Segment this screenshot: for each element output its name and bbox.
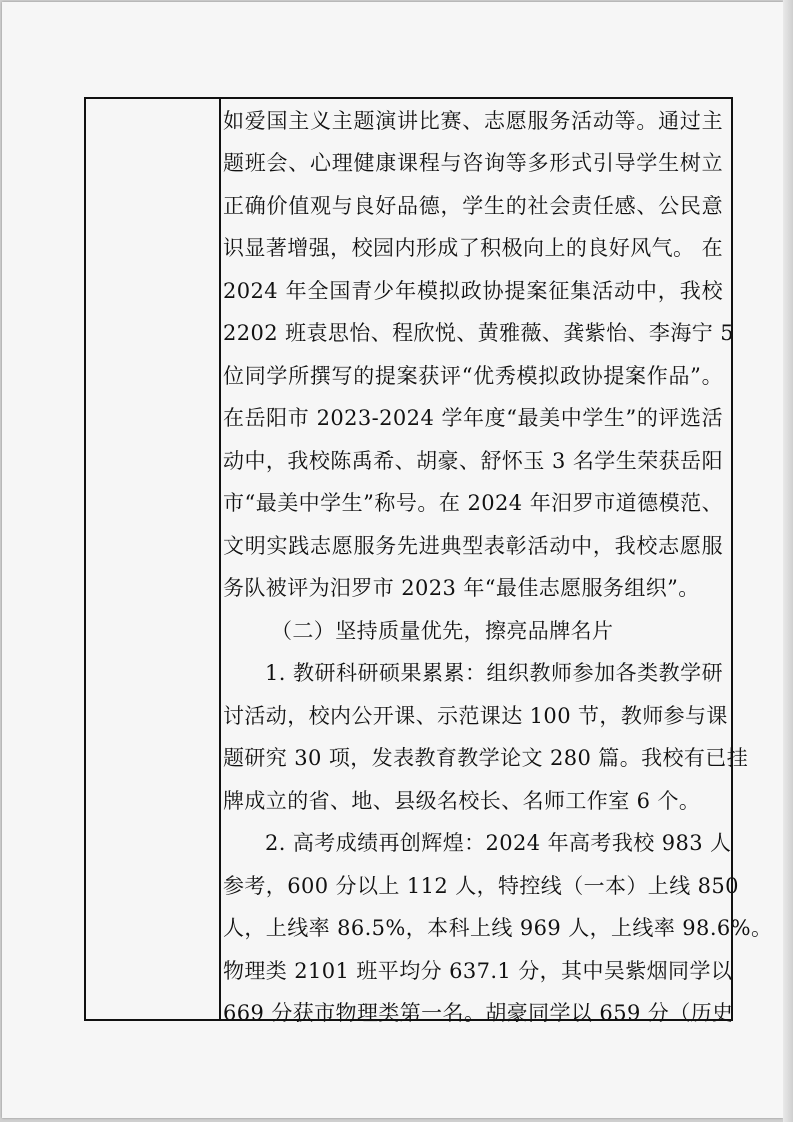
text-line: 牌成立的省、地、县级名校长、名师工作室 6 个。 [223,789,701,813]
table-column-divider [219,97,221,1021]
text-line: 务队被评为汨罗市 2023 年“最佳志愿服务组织”。 [223,576,700,600]
text-line: 在岳阳市 2023-2024 学年度“最美中学生”的评选活 [223,406,723,430]
text-line: 物理类 2101 班平均分 637.1 分，其中吴紫烟同学以 [223,959,733,983]
page-edge [783,0,793,1122]
text-line: 题研究 30 项，发表教育教学论文 280 篇。我校有已挂 [223,746,749,770]
text-line: 2024 年全国青少年模拟政协提案征集活动中，我校 [223,279,723,303]
text-line: 1. 教研科研硕果累累：组织教师参加各类教学研 [265,661,723,685]
text-line: 讨活动，校内公开课、示范课达 100 节，教师参与课 [223,704,728,728]
text-line: 题班会、心理健康课程与咨询等多形式引导学生树立 [223,151,723,175]
text-line: 位同学所撰写的提案获评“优秀模拟政协提案作品”。 [223,364,723,388]
text-line: 识显著增强，校园内形成了积极向上的良好风气。 在 [223,236,723,260]
text-line: 669 分获市物理类第一名。胡豪同学以 659 分（历史 [223,1001,734,1025]
text-line: 正确价值观与良好品德，学生的社会责任感、公民意 [223,194,723,218]
text-line: 人，上线率 86.5%，本科上线 969 人，上线率 98.6%。 [223,916,773,940]
text-line: 参考，600 分以上 112 人，特控线（一本）上线 850 [223,874,739,898]
text-line: 市“最美中学生”称号。在 2024 年汨罗市道德模范、 [223,491,723,515]
text-line: 2. 高考成绩再创辉煌：2024 年高考我校 983 人 [265,831,732,855]
section-heading: （二）坚持质量优先，擦亮品牌名片 [271,619,614,643]
text-line: 动中，我校陈禹希、胡豪、舒怀玉 3 名学生荣获岳阳 [223,449,723,473]
text-line: 文明实践志愿服务先进典型表彰活动中，我校志愿服 [223,534,723,558]
text-line: 2202 班袁思怡、程欣悦、黄雅薇、龚紫怡、李海宁 5 [223,321,734,345]
text-line: 如爱国主义主题演讲比赛、志愿服务活动等。通过主 [223,109,723,133]
